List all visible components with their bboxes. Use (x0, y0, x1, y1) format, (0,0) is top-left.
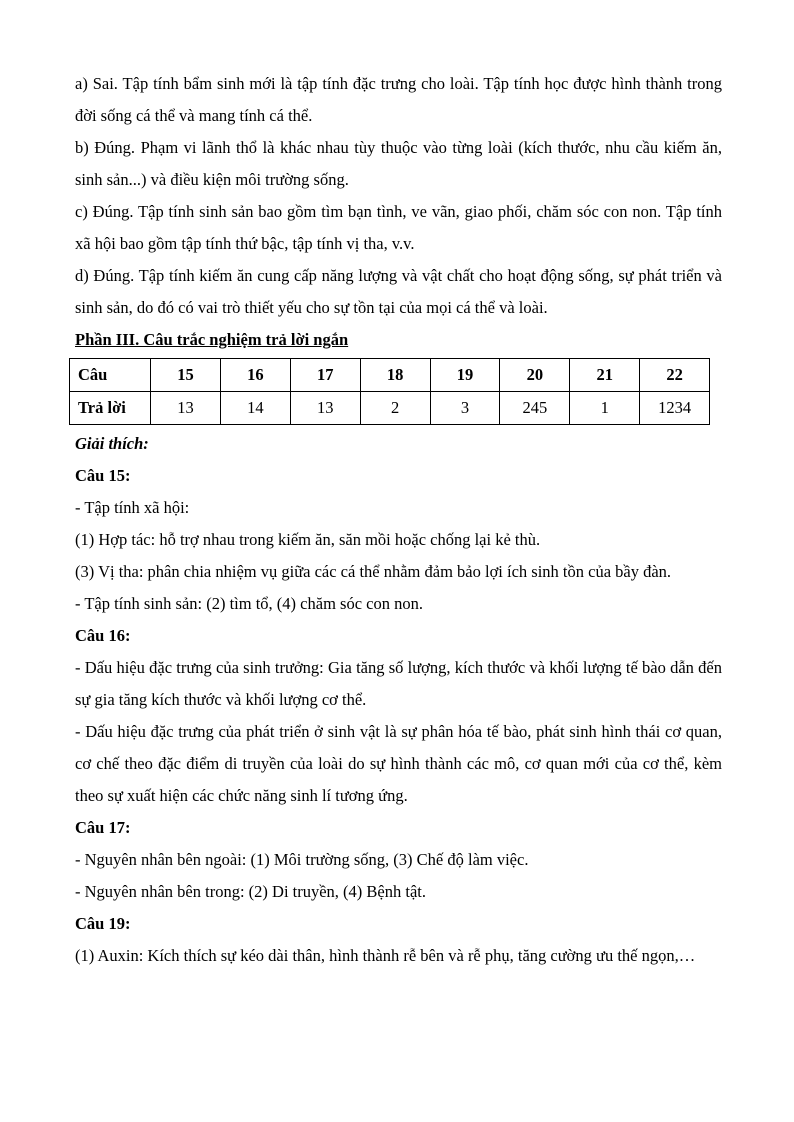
explanation-line: (1) Auxin: Kích thích sự kéo dài thân, hình thành rễ bên và rễ phụ, tăng cường ưu thế ngọn,… (75, 946, 696, 965)
table-cell: 1234 (640, 392, 710, 425)
section-heading-part-3: Phần III. Câu trắc nghiệm trả lời ngắn (75, 330, 349, 349)
answer-table (69, 358, 710, 425)
answer-table-answer-row (70, 392, 710, 425)
explanation-line: - Tập tính xã hội: (75, 498, 190, 517)
table-header-cell: 22 (640, 359, 710, 392)
table-header-cell: 18 (360, 359, 430, 392)
table-cell: 1 (570, 392, 640, 425)
explanation-line: - Dấu hiệu đặc trưng của sinh trưởng: Gia tăng số lượng, kích thước và khối lượng tế bào dẫn đến sự gia tăng kích thước và khối lượng cơ thể. (75, 658, 722, 709)
question-heading-15: Câu 15: (75, 466, 131, 485)
paragraph-a: a) Sai. Tập tính bẩm sinh mới là tập tính đặc trưng cho loài. Tập tính học được hình thành trong đời sống cá thể và mang tính cá thể. (75, 74, 722, 125)
table-cell: 2 (360, 392, 430, 425)
explanation-line: (1) Hợp tác: hỗ trợ nhau trong kiếm ăn, săn mồi hoặc chống lại kẻ thù. (75, 530, 541, 549)
question-heading-19: Câu 19: (75, 914, 131, 933)
table-cell: 14 (220, 392, 290, 425)
table-header-cell: 17 (290, 359, 360, 392)
explanation-line: - Dấu hiệu đặc trưng của phát triển ở sinh vật là sự phân hóa tế bào, phát sinh hình thái cơ quan, cơ chế theo đặc điểm di truyền của loài do sự hình thành các mô, cơ quan mới của cơ thể, kèm theo sự xuất hiện các chức năng sinh lí tương ứng. (75, 722, 722, 805)
paragraph-b: b) Đúng. Phạm vi lãnh thổ là khác nhau tùy thuộc vào từng loài (kích thước, nhu cầu kiếm ăn, sinh sản...) và điều kiện môi trường sống. (75, 138, 722, 189)
table-cell: 245 (500, 392, 570, 425)
table-row-label: Trả lời (70, 392, 151, 425)
explanation-line: (3) Vị tha: phân chia nhiệm vụ giữa các cá thể nhằm đảm bảo lợi ích sinh tồn của bầy đàn. (75, 562, 672, 581)
table-header-cell: 16 (220, 359, 290, 392)
explanation-label: Giải thích: (75, 434, 149, 453)
question-heading-17: Câu 17: (75, 818, 131, 837)
answer-table-header-row (70, 359, 710, 392)
question-heading-16: Câu 16: (75, 626, 131, 645)
table-header-cell: Câu (70, 359, 151, 392)
paragraph-c: c) Đúng. Tập tính sinh sản bao gồm tìm bạn tình, ve vãn, giao phối, chăm sóc con non. Tập tính xã hội bao gồm tập tính thứ bậc, tập tính vị tha, v.v. (75, 202, 722, 253)
explanation-line: - Nguyên nhân bên trong: (2) Di truyền, (4) Bệnh tật. (75, 882, 426, 901)
table-cell: 3 (430, 392, 500, 425)
table-header-cell: 19 (430, 359, 500, 392)
table-header-cell: 15 (151, 359, 221, 392)
table-cell: 13 (290, 392, 360, 425)
table-header-cell: 20 (500, 359, 570, 392)
explanation-line: - Nguyên nhân bên ngoài: (1) Môi trường sống, (3) Chế độ làm việc. (75, 850, 529, 869)
explanation-line: - Tập tính sinh sản: (2) tìm tổ, (4) chăm sóc con non. (75, 594, 423, 613)
table-cell: 13 (151, 392, 221, 425)
table-header-cell: 21 (570, 359, 640, 392)
paragraph-d: d) Đúng. Tập tính kiếm ăn cung cấp năng lượng và vật chất cho hoạt động sống, sự phát triển và sinh sản, do đó có vai trò thiết yếu cho sự tồn tại của mọi cá thể và loài. (75, 266, 722, 317)
